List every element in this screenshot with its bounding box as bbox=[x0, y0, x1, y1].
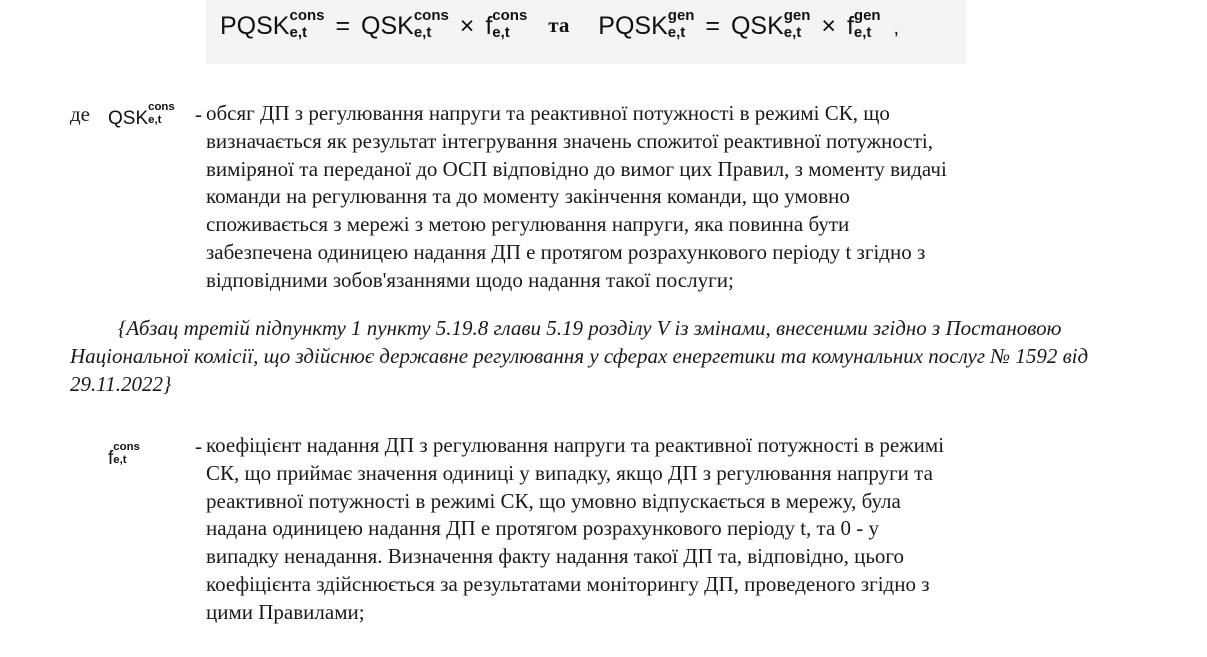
formula-qsk-cons-sup: cons bbox=[413, 7, 449, 24]
formula-f-gen-base: f bbox=[846, 12, 854, 40]
formula-f-cons-sub: e,t bbox=[492, 24, 510, 41]
formula-qsk-gen-sup: gen bbox=[783, 7, 811, 24]
formula-f-gen bbox=[846, 7, 881, 41]
formula-conjunction: та bbox=[548, 13, 570, 37]
formula-qsk-gen bbox=[730, 7, 811, 41]
formula-pqsk-gen-base: PQSK bbox=[598, 12, 668, 40]
where-word: де bbox=[70, 102, 91, 126]
amendment-note: {Абзац третій підпункту 1 пункту 5.19.8 глави 5.19 розділу V із змінами, внесеними згідно з Постановою Національної комісії, що здійснює державне регулювання у сферах енергетики та комунальних послуг № 1592 від 29.11.2022} bbox=[70, 316, 1089, 396]
def2-symbol bbox=[108, 441, 140, 470]
formula-comma: , bbox=[893, 17, 900, 39]
def1-text: обсяг ДП з регулювання напруги та реактивної потужності в режимі СК, що визначається як результат інтегрування значень спожитої реактивної потужності, виміряної та переданої до ОСП відповідно до вимог цих Правил, з моменту видачі команди на регулювання та до моменту закінчення команди, що умовно споживається з мережі з метою регулювання напруги, яка повинна бути забезпечена одиницею надання ДП e протягом розрахункового періоду t згідно з відповідними зобов'язаннями щодо надання такої послуги; bbox=[206, 101, 947, 292]
formula-pqsk-cons-sub: e,t bbox=[289, 24, 307, 41]
formula-pqsk-cons bbox=[220, 7, 325, 41]
formula-qsk-gen-sub: e,t bbox=[783, 24, 802, 41]
def1-symbol bbox=[108, 101, 175, 130]
def1-dash: - bbox=[195, 102, 202, 126]
formula-qsk-gen-base: QSK bbox=[730, 12, 784, 40]
def2-dash: - bbox=[195, 434, 202, 458]
def2-symbol-base: f bbox=[108, 448, 114, 469]
def2-symbol-sup: cons bbox=[113, 441, 140, 453]
formula-f-cons-sup: cons bbox=[492, 7, 528, 24]
def1-symbol-base: QSK bbox=[108, 108, 149, 129]
formula-f-gen-sup: gen bbox=[853, 7, 881, 24]
formula-pqsk-cons-sup: cons bbox=[289, 7, 325, 24]
formula-f-cons-base: f bbox=[485, 12, 493, 40]
formula-pqsk-gen-sup: gen bbox=[667, 7, 695, 24]
formula bbox=[220, 7, 900, 41]
formula-pqsk-cons-base: PQSK bbox=[220, 12, 290, 40]
formula-qsk-cons bbox=[361, 7, 449, 41]
def2-text: коефіцієнт надання ДП з регулювання напруги та реактивної потужності в режимі СК, що приймає значення одиниці у випадку, якщо ДП з регулювання напруги та реактивної потужності в режимі СК, що умовно відпускається в мережу, була надана одиницею надання ДП e протягом розрахункового періоду t, та 0 - у випадку ненадання. Визначення факту надання такої ДП та, відповідно, цього коефіцієнта здійснюється за результатами моніторингу ДП, проведеного згідно з цими Правилами; bbox=[206, 433, 945, 624]
def1-symbol-sub: e,t bbox=[148, 114, 162, 127]
formula-f-cons bbox=[485, 7, 528, 41]
formula-times-2: × bbox=[821, 12, 836, 40]
def1-symbol-sup: cons bbox=[148, 101, 175, 113]
formula-pqsk-gen-sub: e,t bbox=[667, 24, 686, 41]
def2-symbol-sub: e,t bbox=[113, 454, 127, 467]
formula-times-1: × bbox=[459, 12, 475, 40]
formula-pqsk-gen bbox=[598, 7, 695, 41]
formula-equals-2: = bbox=[705, 12, 721, 40]
formula-qsk-cons-base: QSK bbox=[361, 12, 414, 40]
formula-qsk-cons-sub: e,t bbox=[413, 24, 432, 41]
formula-equals-1: = bbox=[335, 12, 351, 40]
formula-f-gen-sub: e,t bbox=[853, 24, 872, 41]
